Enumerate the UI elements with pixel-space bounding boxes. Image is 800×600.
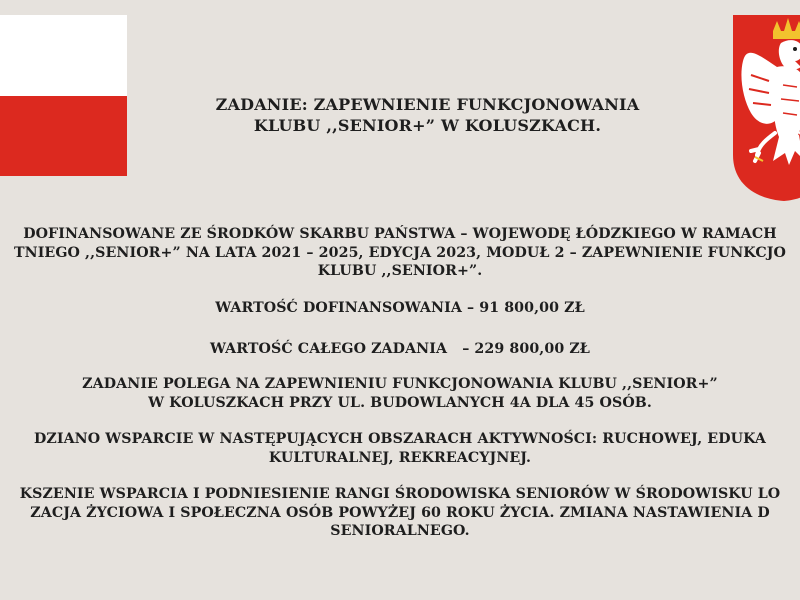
funding-amount-text: WARTOŚĆ DOFINANSOWANIA – 91 800,00 ZŁ <box>215 300 585 316</box>
flag-white-stripe <box>0 15 127 96</box>
flag-red-stripe <box>0 96 127 177</box>
total-value-text: WARTOŚĆ CAŁEGO ZADANIA – 229 800,00 ZŁ <box>210 341 590 357</box>
funding-intro-text: DOFINANSOWANE ZE ŚRODKÓW SKARBU PAŃSTWA – WOJEWODĘ ŁÓDZKIEGO W RAMACH TNIEGO ,,SENIOR+” NA LATA 2021 – 2025, EDYCJA 2023, MODUŁ 2 – ZAPEWNIENIE FUNKCJO KLUBU ,,SENIOR+”. <box>13 226 787 279</box>
polish-flag <box>0 15 127 176</box>
task-description-text: ZADANIE POLEGA NA ZAPEWNIENIU FUNKCJONOWANIA KLUBU ,,SENIOR+” W KOLUSZKACH PRZY UL. BUDOWLANYCH 4A DLA 45 OSÓB. <box>82 376 718 411</box>
polish-eagle-emblem-icon <box>729 15 800 201</box>
goals-text: KSZENIE WSPARCIA I PODNIESIENIE RANGI ŚRODOWISKA SENIORÓW W ŚRODOWISKU LO ZACJA ŻYCIOWA I SPOŁECZNA OSÓB POWYŻEJ 60 ROKU ŻYCIA. ZMIANA NASTAWIENIA D SENIORALNEGO. <box>19 486 781 539</box>
support-areas-text: DZIANO WSPARCIE W NASTĘPUJĄCYCH OBSZARACH AKTYWNOŚCI: RUCHOWEJ, EDUKA KULTURALNEJ, REKREACYJNEJ. <box>33 431 767 466</box>
task-title: ZADANIE: ZAPEWNIENIE FUNKCJONOWANIA KLUBU ,,SENIOR+” W KOLUSZKACH. <box>215 95 640 135</box>
